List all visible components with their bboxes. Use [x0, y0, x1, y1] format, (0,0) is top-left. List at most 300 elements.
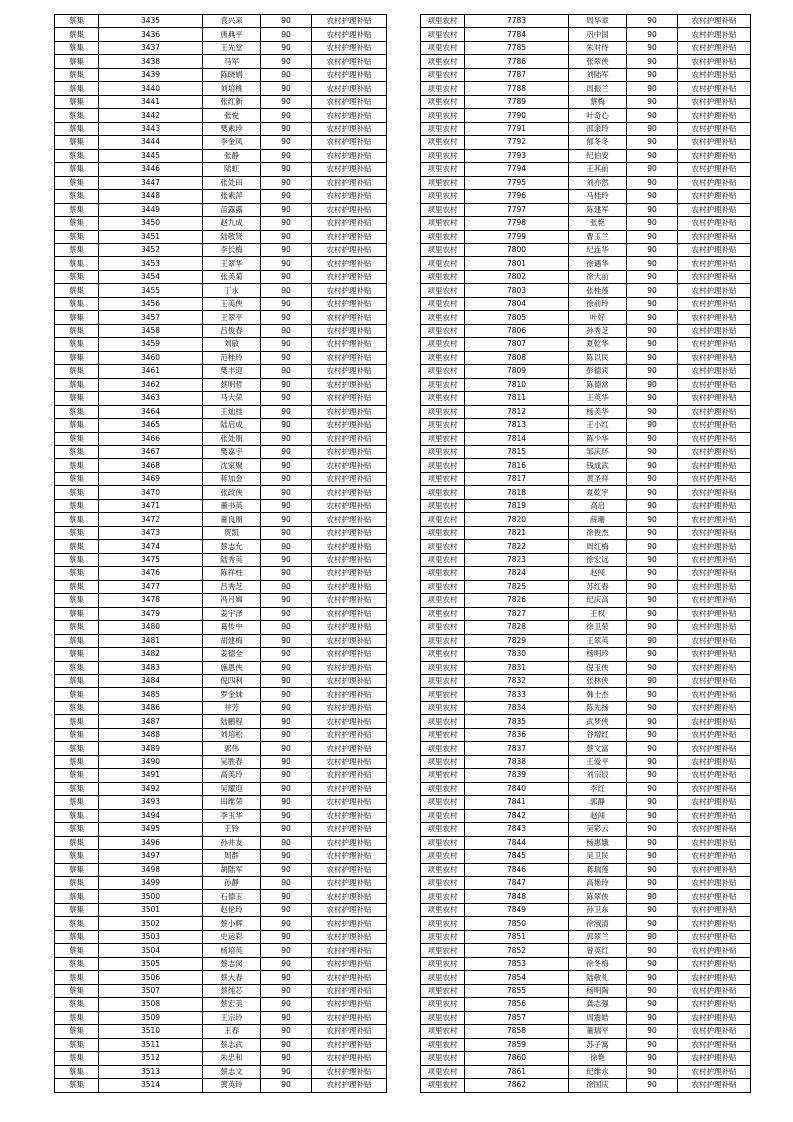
town-cell: 蔡集 — [55, 284, 99, 297]
amount-cell: 90 — [261, 190, 312, 203]
town-cell: 蔡集 — [55, 324, 99, 337]
name-cell: 蔡梅 — [569, 95, 627, 108]
serial-cell: 3511 — [99, 1038, 203, 1051]
subsidy-type-cell: 农村护理补贴 — [678, 755, 751, 768]
name-cell: 陆敬贤 — [203, 230, 261, 243]
serial-cell: 7825 — [465, 580, 569, 593]
serial-cell: 3457 — [99, 311, 203, 324]
table-row — [55, 634, 387, 647]
serial-cell: 7788 — [465, 82, 569, 95]
amount-cell: 90 — [261, 823, 312, 836]
subsidy-type-cell: 农村护理补贴 — [678, 567, 751, 580]
serial-cell: 3462 — [99, 378, 203, 391]
serial-cell: 3481 — [99, 634, 203, 647]
table-row — [421, 769, 751, 782]
name-cell: 蒋瑞莲 — [569, 863, 627, 876]
town-cell: 蔡集 — [55, 634, 99, 647]
serial-cell: 7791 — [465, 122, 569, 135]
town-cell: 项里农村 — [421, 1052, 465, 1065]
table-row — [55, 351, 387, 364]
subsidy-type-cell: 农村护理补贴 — [312, 742, 387, 755]
town-cell: 蔡集 — [55, 648, 99, 661]
subsidy-type-cell: 农村护理补贴 — [312, 607, 387, 620]
name-cell: 刘培桃 — [203, 82, 261, 95]
table-row — [55, 419, 387, 432]
table-row — [55, 863, 387, 876]
table-row — [55, 190, 387, 203]
serial-cell: 7784 — [465, 28, 569, 41]
table-row — [421, 122, 751, 135]
serial-cell: 7793 — [465, 149, 569, 162]
amount-cell: 90 — [261, 890, 312, 903]
subsidy-type-cell: 农村护理补贴 — [678, 1052, 751, 1065]
serial-cell: 7855 — [465, 984, 569, 997]
amount-cell: 90 — [627, 634, 678, 647]
town-cell: 项里农村 — [421, 149, 465, 162]
amount-cell: 90 — [627, 809, 678, 822]
subsidy-type-cell: 农村护理补贴 — [678, 149, 751, 162]
serial-cell: 7850 — [465, 917, 569, 930]
table-row — [55, 526, 387, 539]
table-row — [55, 984, 387, 997]
town-cell: 蔡集 — [55, 674, 99, 687]
name-cell: 苗露露 — [203, 203, 261, 216]
table-row — [55, 648, 387, 661]
serial-cell: 7826 — [465, 594, 569, 607]
serial-cell: 3488 — [99, 728, 203, 741]
name-cell: 徐冬梅 — [569, 957, 627, 970]
subsidy-type-cell: 农村护理补贴 — [678, 499, 751, 512]
town-cell: 项里农村 — [421, 109, 465, 122]
amount-cell: 90 — [261, 459, 312, 472]
town-cell: 蔡集 — [55, 122, 99, 135]
subsidy-type-cell: 农村护理补贴 — [678, 432, 751, 445]
serial-cell: 3473 — [99, 526, 203, 539]
town-cell: 项里农村 — [421, 877, 465, 890]
name-cell: 王宗玲 — [203, 1011, 261, 1024]
amount-cell: 90 — [261, 755, 312, 768]
subsidy-type-cell: 农村护理补贴 — [678, 796, 751, 809]
name-cell: 陈以民 — [569, 351, 627, 364]
amount-cell: 90 — [261, 432, 312, 445]
subsidy-type-cell: 农村护理补贴 — [312, 836, 387, 849]
town-cell: 项里农村 — [421, 648, 465, 661]
amount-cell: 90 — [261, 297, 312, 310]
serial-cell: 7801 — [465, 257, 569, 270]
table-row — [421, 1079, 751, 1092]
town-cell: 蔡集 — [55, 82, 99, 95]
subsidy-type-cell: 农村护理补贴 — [678, 998, 751, 1011]
amount-cell: 90 — [627, 472, 678, 485]
table-row — [55, 284, 387, 297]
subsidy-type-cell: 农村护理补贴 — [678, 1025, 751, 1038]
amount-cell: 90 — [261, 688, 312, 701]
subsidy-type-cell: 农村护理补贴 — [312, 472, 387, 485]
amount-cell: 90 — [261, 594, 312, 607]
name-cell: 张美菊 — [203, 270, 261, 283]
table-row — [55, 903, 387, 916]
serial-cell: 3499 — [99, 877, 203, 890]
subsidy-type-cell: 农村护理补贴 — [312, 432, 387, 445]
table-row — [421, 257, 751, 270]
amount-cell: 90 — [261, 419, 312, 432]
subsidy-type-cell: 农村护理补贴 — [678, 15, 751, 28]
amount-cell: 90 — [627, 95, 678, 108]
town-cell: 项里农村 — [421, 594, 465, 607]
serial-cell: 3440 — [99, 82, 203, 95]
table-row — [55, 15, 387, 28]
serial-cell: 3468 — [99, 459, 203, 472]
subsidy-type-cell: 农村护理补贴 — [678, 122, 751, 135]
table-row — [55, 1038, 387, 1051]
name-cell: 蔡大春 — [203, 971, 261, 984]
subsidy-type-cell: 农村护理补贴 — [678, 365, 751, 378]
subsidy-type-cell: 农村护理补贴 — [678, 877, 751, 890]
subsidy-type-cell: 农村护理补贴 — [312, 580, 387, 593]
town-cell: 蔡集 — [55, 621, 99, 634]
subsidy-type-cell: 农村护理补贴 — [678, 823, 751, 836]
amount-cell: 90 — [261, 580, 312, 593]
subsidy-type-cell: 农村护理补贴 — [678, 136, 751, 149]
subsidy-type-cell: 农村护理补贴 — [678, 1038, 751, 1051]
table-row — [421, 850, 751, 863]
serial-cell: 3487 — [99, 715, 203, 728]
town-cell: 蔡集 — [55, 944, 99, 957]
serial-cell: 3465 — [99, 419, 203, 432]
amount-cell: 90 — [261, 163, 312, 176]
amount-cell: 90 — [261, 944, 312, 957]
name-cell: 张悦 — [203, 109, 261, 122]
amount-cell: 90 — [627, 109, 678, 122]
table-row — [55, 1011, 387, 1024]
subsidy-type-cell: 农村护理补贴 — [312, 15, 387, 28]
town-cell: 蔡集 — [55, 499, 99, 512]
town-cell: 项里农村 — [421, 55, 465, 68]
serial-cell: 3447 — [99, 176, 203, 189]
subsidy-type-cell: 农村护理补贴 — [312, 1011, 387, 1024]
subsidy-type-cell: 农村护理补贴 — [312, 944, 387, 957]
amount-cell: 90 — [627, 190, 678, 203]
serial-cell: 7798 — [465, 217, 569, 230]
serial-cell: 7814 — [465, 432, 569, 445]
amount-cell: 90 — [261, 796, 312, 809]
subsidy-type-cell: 农村护理补贴 — [312, 338, 387, 351]
serial-cell: 7795 — [465, 176, 569, 189]
amount-cell: 90 — [261, 877, 312, 890]
name-cell: 黄英玲 — [203, 1079, 261, 1092]
table-row — [421, 715, 751, 728]
name-cell: 王先堂 — [203, 41, 261, 54]
table-row — [55, 270, 387, 283]
serial-cell: 7808 — [465, 351, 569, 364]
table-row — [421, 203, 751, 216]
name-cell: 徐淑清 — [569, 917, 627, 930]
subsidy-type-cell: 农村护理补贴 — [312, 122, 387, 135]
town-cell: 项里农村 — [421, 230, 465, 243]
subsidy-type-cell: 农村护理补贴 — [312, 594, 387, 607]
serial-cell: 3478 — [99, 594, 203, 607]
table-row — [55, 567, 387, 580]
table-row — [55, 338, 387, 351]
serial-cell: 3470 — [99, 486, 203, 499]
amount-cell: 90 — [627, 567, 678, 580]
name-cell: 邹庆环 — [569, 446, 627, 459]
town-cell: 蔡集 — [55, 850, 99, 863]
table-row — [55, 594, 387, 607]
table-row — [421, 890, 751, 903]
amount-cell: 90 — [261, 392, 312, 405]
table-row — [421, 513, 751, 526]
amount-cell: 90 — [627, 257, 678, 270]
subsidy-type-cell: 农村护理补贴 — [678, 176, 751, 189]
amount-cell: 90 — [261, 499, 312, 512]
subsidy-type-cell: 农村护理补贴 — [312, 984, 387, 997]
amount-cell: 90 — [261, 971, 312, 984]
table-row — [55, 1079, 387, 1092]
name-cell: 王翠华 — [203, 257, 261, 270]
serial-cell: 3500 — [99, 890, 203, 903]
name-cell: 李金凤 — [203, 136, 261, 149]
amount-cell: 90 — [261, 109, 312, 122]
name-cell: 董书英 — [203, 499, 261, 512]
serial-cell: 7796 — [465, 190, 569, 203]
town-cell: 蔡集 — [55, 338, 99, 351]
left-table-body — [55, 15, 387, 1093]
table-row — [55, 95, 387, 108]
amount-cell: 90 — [627, 284, 678, 297]
name-cell: 周振兰 — [569, 82, 627, 95]
table-row — [55, 823, 387, 836]
serial-cell: 7840 — [465, 782, 569, 795]
amount-cell: 90 — [627, 15, 678, 28]
amount-cell: 90 — [627, 513, 678, 526]
table-row — [421, 782, 751, 795]
name-cell: 陈晓娟 — [203, 68, 261, 81]
table-row — [421, 432, 751, 445]
amount-cell: 90 — [627, 324, 678, 337]
table-row — [55, 688, 387, 701]
name-cell: 孙卫东 — [569, 903, 627, 916]
town-cell: 蔡集 — [55, 311, 99, 324]
amount-cell: 90 — [261, 661, 312, 674]
town-cell: 项里农村 — [421, 270, 465, 283]
table-row — [55, 28, 387, 41]
subsidy-type-cell: 农村护理补贴 — [678, 944, 751, 957]
amount-cell: 90 — [627, 270, 678, 283]
subsidy-type-cell: 农村护理补贴 — [678, 674, 751, 687]
table-row — [55, 109, 387, 122]
name-cell: 马大荣 — [203, 392, 261, 405]
town-cell: 蔡集 — [55, 392, 99, 405]
serial-cell: 7853 — [465, 957, 569, 970]
amount-cell: 90 — [261, 243, 312, 256]
table-row — [421, 338, 751, 351]
town-cell: 蔡集 — [55, 903, 99, 916]
table-row — [55, 944, 387, 957]
amount-cell: 90 — [261, 176, 312, 189]
subsidy-type-cell: 农村护理补贴 — [678, 243, 751, 256]
town-cell: 蔡集 — [55, 526, 99, 539]
serial-cell: 3456 — [99, 297, 203, 310]
name-cell: 吴彩云 — [569, 823, 627, 836]
town-cell: 蔡集 — [55, 540, 99, 553]
town-cell: 蔡集 — [55, 297, 99, 310]
subsidy-type-cell: 农村护理补贴 — [312, 351, 387, 364]
name-cell: 杨培英 — [203, 944, 261, 957]
table-row — [55, 796, 387, 809]
table-row — [421, 163, 751, 176]
table-row — [55, 365, 387, 378]
town-cell: 项里农村 — [421, 82, 465, 95]
town-cell: 项里农村 — [421, 459, 465, 472]
table-row — [55, 149, 387, 162]
town-cell: 项里农村 — [421, 796, 465, 809]
name-cell: 胡陆军 — [203, 863, 261, 876]
serial-cell: 3476 — [99, 567, 203, 580]
subsidy-type-cell: 农村护理补贴 — [678, 917, 751, 930]
town-cell: 项里农村 — [421, 190, 465, 203]
amount-cell: 90 — [261, 378, 312, 391]
table-row — [421, 392, 751, 405]
subsidy-type-cell: 农村护理补贴 — [678, 419, 751, 432]
town-cell: 项里农村 — [421, 540, 465, 553]
serial-cell: 7807 — [465, 338, 569, 351]
table-row — [421, 957, 751, 970]
name-cell: 曹玉兰 — [569, 230, 627, 243]
serial-cell: 7831 — [465, 661, 569, 674]
amount-cell: 90 — [627, 217, 678, 230]
amount-cell: 90 — [261, 809, 312, 822]
table-row — [421, 459, 751, 472]
subsidy-type-cell: 农村护理补贴 — [678, 728, 751, 741]
table-row — [55, 243, 387, 256]
amount-cell: 90 — [627, 917, 678, 930]
town-cell: 项里农村 — [421, 890, 465, 903]
town-cell: 项里农村 — [421, 971, 465, 984]
amount-cell: 90 — [627, 82, 678, 95]
table-row — [421, 944, 751, 957]
town-cell: 蔡集 — [55, 742, 99, 755]
serial-cell: 3450 — [99, 217, 203, 230]
amount-cell: 90 — [627, 230, 678, 243]
subsidy-type-cell: 农村护理补贴 — [678, 284, 751, 297]
serial-cell: 3472 — [99, 513, 203, 526]
amount-cell: 90 — [627, 1038, 678, 1051]
table-row — [55, 971, 387, 984]
name-cell: 董良朋 — [203, 513, 261, 526]
subsidy-type-cell: 农村护理补贴 — [678, 203, 751, 216]
subsidy-type-cell: 农村护理补贴 — [312, 526, 387, 539]
serial-cell: 7815 — [465, 446, 569, 459]
town-cell: 项里农村 — [421, 122, 465, 135]
serial-cell: 3435 — [99, 15, 203, 28]
amount-cell: 90 — [261, 149, 312, 162]
subsidy-type-cell: 农村护理补贴 — [678, 41, 751, 54]
name-cell: 纪连华 — [569, 243, 627, 256]
subsidy-type-cell: 农村护理补贴 — [678, 55, 751, 68]
town-cell: 项里农村 — [421, 715, 465, 728]
subsidy-type-cell: 农村护理补贴 — [312, 1079, 387, 1092]
amount-cell: 90 — [627, 742, 678, 755]
town-cell: 蔡集 — [55, 365, 99, 378]
table-row — [421, 1038, 751, 1051]
name-cell: 纪维永 — [569, 1065, 627, 1078]
amount-cell: 90 — [627, 419, 678, 432]
name-cell: 徐国庆 — [569, 1079, 627, 1092]
serial-cell: 7792 — [465, 136, 569, 149]
subsidy-type-cell: 农村护理补贴 — [678, 930, 751, 943]
serial-cell: 3512 — [99, 1052, 203, 1065]
table-row — [55, 432, 387, 445]
town-cell: 项里农村 — [421, 782, 465, 795]
town-cell: 项里农村 — [421, 28, 465, 41]
amount-cell: 90 — [627, 163, 678, 176]
name-cell: 高美玲 — [203, 769, 261, 782]
name-cell: 徐宏远 — [569, 553, 627, 566]
subsidy-type-cell: 农村护理补贴 — [678, 782, 751, 795]
subsidy-type-cell: 农村护理补贴 — [678, 28, 751, 41]
name-cell: 刘敏 — [203, 338, 261, 351]
name-cell: 陈德常 — [569, 378, 627, 391]
name-cell: 刘培松 — [203, 728, 261, 741]
right-subsidy-table — [420, 14, 751, 1093]
amount-cell: 90 — [627, 971, 678, 984]
table-row — [55, 41, 387, 54]
name-cell: 樊丰迎 — [203, 365, 261, 378]
subsidy-type-cell: 农村护理补贴 — [678, 984, 751, 997]
name-cell: 武梦侠 — [569, 715, 627, 728]
name-cell: 纪庆高 — [569, 594, 627, 607]
table-row — [421, 95, 751, 108]
town-cell: 项里农村 — [421, 701, 465, 714]
table-row — [55, 917, 387, 930]
name-cell: 蔡志武 — [203, 1038, 261, 1051]
amount-cell: 90 — [261, 850, 312, 863]
serial-cell: 3484 — [99, 674, 203, 687]
table-row — [421, 594, 751, 607]
amount-cell: 90 — [627, 863, 678, 876]
table-row — [55, 782, 387, 795]
serial-cell: 7844 — [465, 836, 569, 849]
table-row — [421, 243, 751, 256]
table-row — [421, 15, 751, 28]
town-cell: 项里农村 — [421, 513, 465, 526]
subsidy-type-cell: 农村护理补贴 — [312, 270, 387, 283]
table-row — [421, 28, 751, 41]
serial-cell: 7802 — [465, 270, 569, 283]
name-cell: 王灿桂 — [203, 405, 261, 418]
name-cell: 夏乾华 — [569, 338, 627, 351]
table-row — [421, 553, 751, 566]
name-cell: 张林侠 — [569, 674, 627, 687]
table-row — [421, 68, 751, 81]
subsidy-type-cell: 农村护理补贴 — [312, 446, 387, 459]
subsidy-type-cell: 农村护理补贴 — [312, 634, 387, 647]
town-cell: 项里农村 — [421, 257, 465, 270]
town-cell: 蔡集 — [55, 607, 99, 620]
name-cell: 杨惠娥 — [569, 836, 627, 849]
serial-cell: 3477 — [99, 580, 203, 593]
amount-cell: 90 — [627, 661, 678, 674]
serial-cell: 7787 — [465, 68, 569, 81]
amount-cell: 90 — [627, 526, 678, 539]
table-row — [55, 163, 387, 176]
name-cell: 巩中国 — [569, 28, 627, 41]
table-row — [421, 446, 751, 459]
amount-cell: 90 — [261, 634, 312, 647]
table-row — [421, 419, 751, 432]
amount-cell: 90 — [627, 580, 678, 593]
